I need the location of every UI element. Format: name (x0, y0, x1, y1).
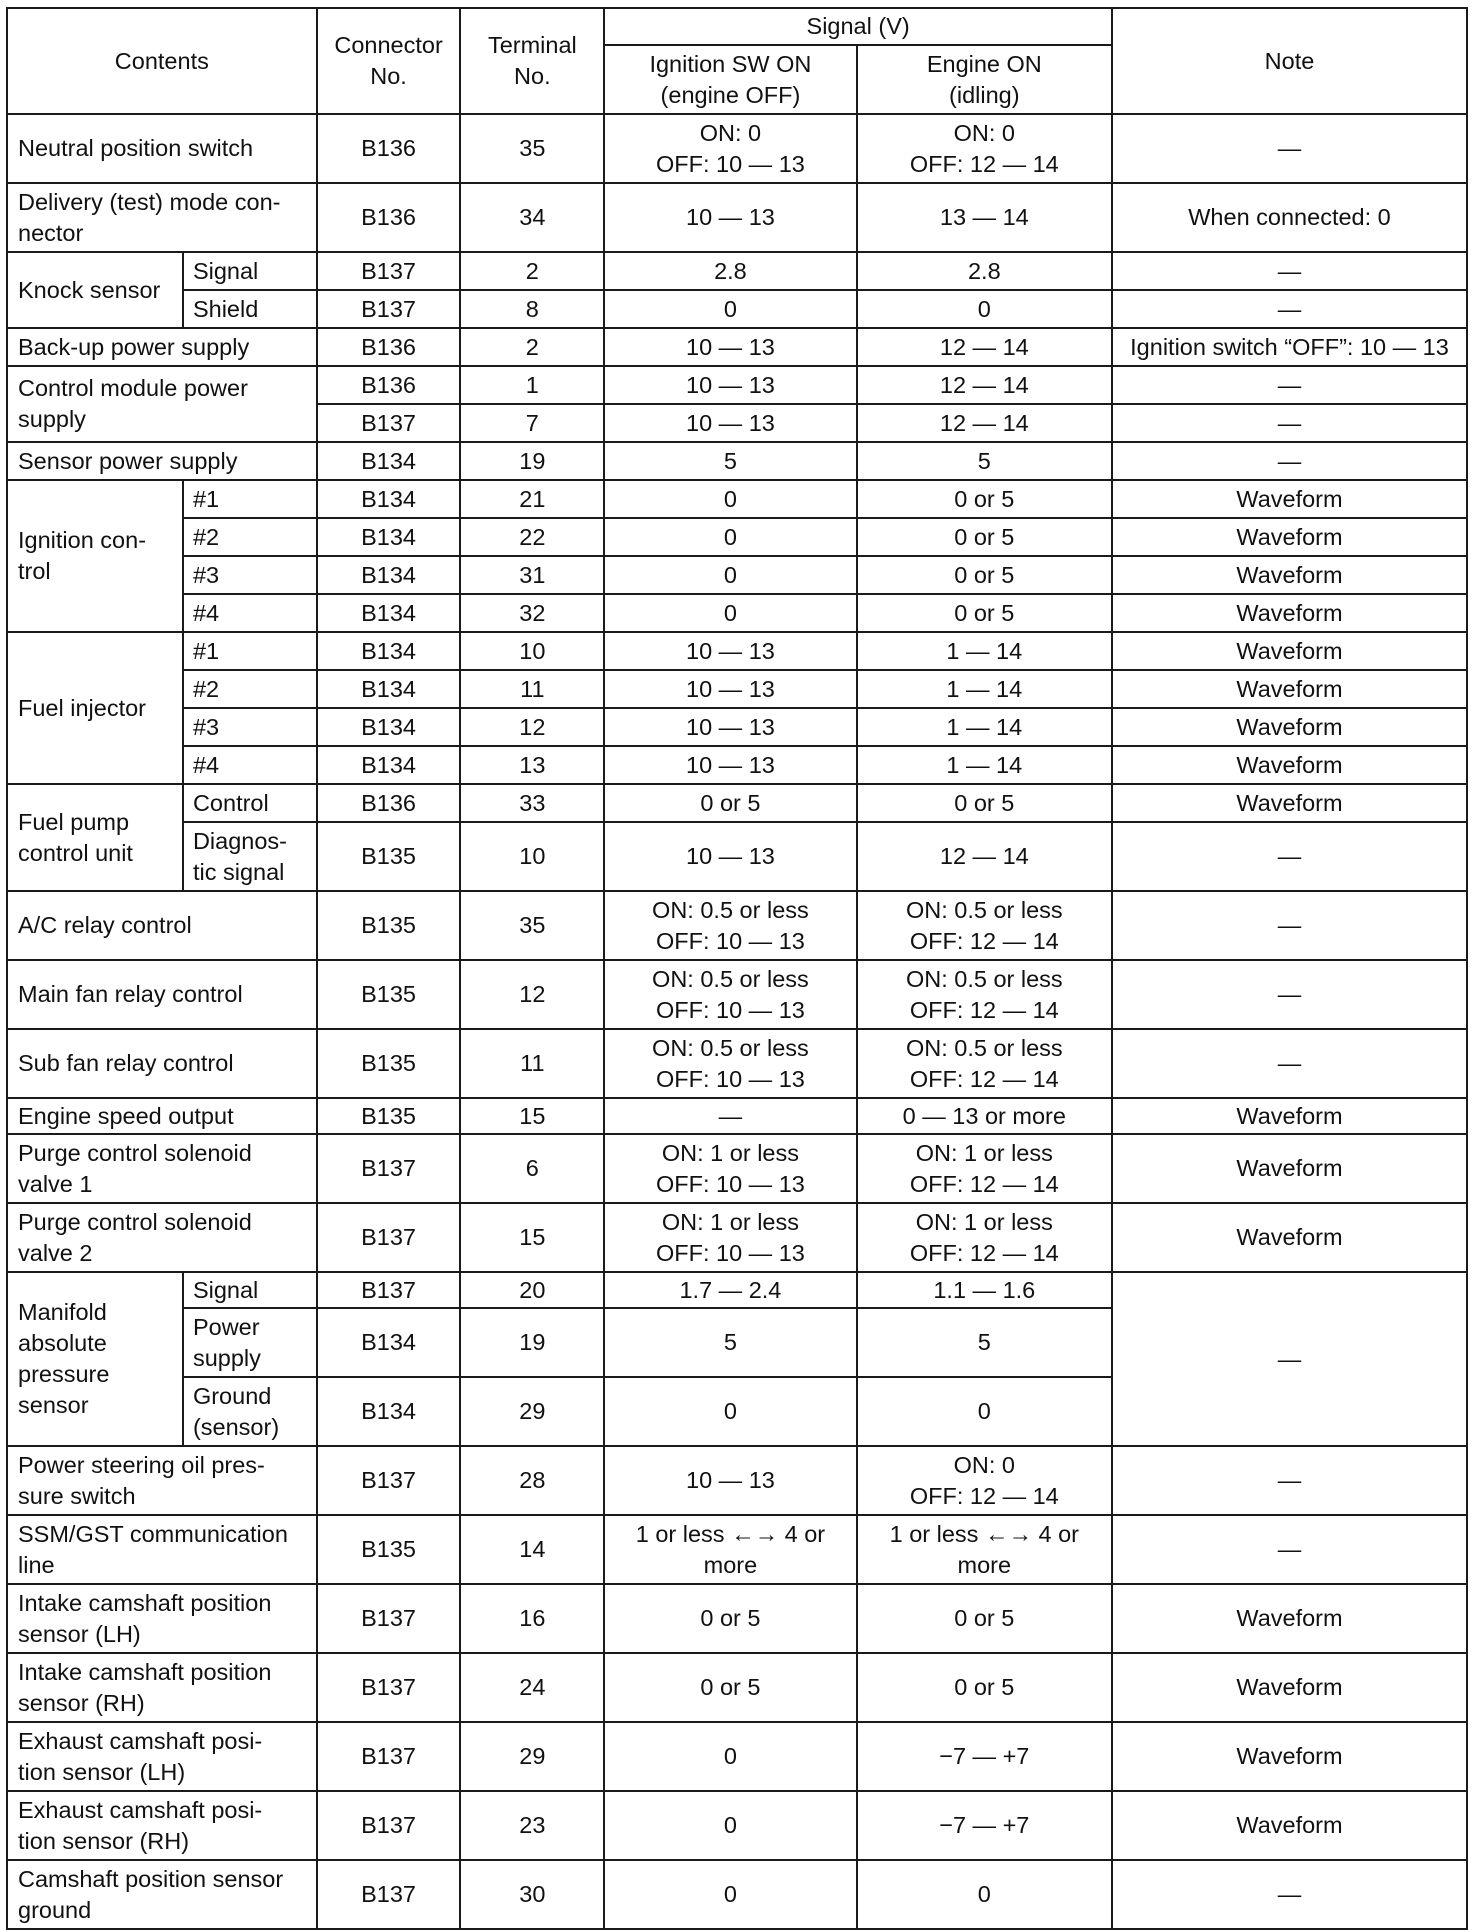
engine-on-cell: 0 or 5 (857, 1653, 1112, 1722)
header-terminal: Terminal No. (460, 8, 604, 114)
terminal-cell: 35 (460, 891, 604, 960)
connector-cell: B137 (317, 1722, 461, 1791)
engine-on-cell: 5 (857, 1308, 1112, 1377)
table-row (7, 594, 1467, 632)
engine-on-cell: 0 or 5 (857, 784, 1112, 822)
ignition-on-cell: 2.8 (604, 252, 856, 290)
note-cell: — (1112, 252, 1467, 290)
row-label: Back-up power supply (7, 328, 317, 366)
ignition-on-cell: 10 — 13 (604, 822, 856, 891)
engine-on-cell: 12 — 14 (857, 822, 1112, 891)
connector-cell: B134 (317, 1308, 461, 1377)
sub-label: Signal (183, 252, 317, 290)
engine-on-cell: 1 — 14 (857, 632, 1112, 670)
terminal-cell: 29 (460, 1722, 604, 1791)
table-row (7, 290, 1467, 328)
terminal-cell: 33 (460, 784, 604, 822)
engine-on-cell: 0 or 5 (857, 480, 1112, 518)
ignition-on-cell: 0 (604, 1377, 856, 1446)
sub-label: Ground (sensor) (183, 1377, 317, 1446)
engine-on-cell: 2.8 (857, 252, 1112, 290)
note-cell: Waveform (1112, 556, 1467, 594)
terminal-cell: 15 (460, 1203, 604, 1272)
ignition-on-cell: ON: 0 OFF: 10 — 13 (604, 114, 856, 183)
row-label: Delivery (test) mode con- nector (7, 183, 317, 252)
sub-label: #1 (183, 632, 317, 670)
ignition-on-cell: — (604, 1098, 856, 1134)
table-row (7, 518, 1467, 556)
table-row (7, 746, 1467, 784)
connector-cell: B137 (317, 404, 461, 442)
row-label: Neutral position switch (7, 114, 317, 183)
table-row (7, 1791, 1467, 1860)
terminal-cell: 6 (460, 1134, 604, 1203)
note-cell: — (1112, 1272, 1467, 1446)
engine-on-cell: 0 or 5 (857, 556, 1112, 594)
note-cell: — (1112, 822, 1467, 891)
engine-on-cell: 1 — 14 (857, 670, 1112, 708)
engine-on-cell: 1 — 14 (857, 746, 1112, 784)
sub-label: #2 (183, 518, 317, 556)
sub-label: #3 (183, 708, 317, 746)
sub-label: #4 (183, 594, 317, 632)
note-cell: Waveform (1112, 594, 1467, 632)
connector-cell: B137 (317, 252, 461, 290)
ignition-on-cell: 0 (604, 594, 856, 632)
terminal-cell: 30 (460, 1860, 604, 1929)
terminal-cell: 8 (460, 290, 604, 328)
connector-cell: B136 (317, 114, 461, 183)
note-cell: — (1112, 404, 1467, 442)
ignition-on-cell: 10 — 13 (604, 708, 856, 746)
engine-on-cell: ON: 0 OFF: 12 — 14 (857, 1446, 1112, 1515)
connector-cell: B135 (317, 1029, 461, 1098)
note-cell: Waveform (1112, 1134, 1467, 1203)
connector-cell: B134 (317, 746, 461, 784)
note-cell: — (1112, 960, 1467, 1029)
terminal-cell: 34 (460, 183, 604, 252)
connector-cell: B136 (317, 366, 461, 404)
engine-on-cell: 1 or less ←→ 4 or more (857, 1515, 1112, 1584)
table-row (7, 183, 1467, 252)
header-connector: Connector No. (317, 8, 461, 114)
ignition-on-cell: 1 or less ←→ 4 or more (604, 1515, 856, 1584)
row-label: Ignition con- trol (7, 480, 183, 632)
terminal-cell: 22 (460, 518, 604, 556)
engine-on-cell: 0 (857, 1377, 1112, 1446)
ignition-on-cell: 0 (604, 518, 856, 556)
note-cell: — (1112, 1029, 1467, 1098)
terminal-cell: 21 (460, 480, 604, 518)
ignition-on-cell: 10 — 13 (604, 183, 856, 252)
note-cell: Waveform (1112, 518, 1467, 556)
table-row (7, 891, 1467, 960)
table-row (7, 1134, 1467, 1203)
terminal-cell: 19 (460, 1308, 604, 1377)
engine-on-cell: 12 — 14 (857, 328, 1112, 366)
terminal-cell: 7 (460, 404, 604, 442)
engine-on-cell: 1.1 — 1.6 (857, 1272, 1112, 1308)
terminal-cell: 20 (460, 1272, 604, 1308)
connector-cell: B137 (317, 290, 461, 328)
connector-cell: B137 (317, 1791, 461, 1860)
table-row (7, 556, 1467, 594)
note-cell: — (1112, 891, 1467, 960)
row-label: Intake camshaft position sensor (LH) (7, 1584, 317, 1653)
ignition-on-cell: ON: 1 or less OFF: 10 — 13 (604, 1203, 856, 1272)
terminal-cell: 12 (460, 708, 604, 746)
terminal-cell: 2 (460, 328, 604, 366)
engine-on-cell: 1 — 14 (857, 708, 1112, 746)
note-cell: — (1112, 290, 1467, 328)
connector-cell: B134 (317, 708, 461, 746)
terminal-cell: 24 (460, 1653, 604, 1722)
sub-label: Power supply (183, 1308, 317, 1377)
table-row (7, 784, 1467, 822)
connector-cell: B135 (317, 960, 461, 1029)
sub-label: Control (183, 784, 317, 822)
connector-cell: B134 (317, 670, 461, 708)
ignition-on-cell: 0 (604, 1791, 856, 1860)
note-cell: Waveform (1112, 480, 1467, 518)
terminal-cell: 32 (460, 594, 604, 632)
table-row (7, 1584, 1467, 1653)
engine-on-cell: 0 or 5 (857, 1584, 1112, 1653)
ignition-on-cell: 10 — 13 (604, 328, 856, 366)
engine-on-cell: −7 — +7 (857, 1722, 1112, 1791)
ignition-on-cell: 1.7 — 2.4 (604, 1272, 856, 1308)
engine-on-cell: 0 — 13 or more (857, 1098, 1112, 1134)
connector-cell: B134 (317, 1377, 461, 1446)
note-cell: Waveform (1112, 670, 1467, 708)
table-row (7, 366, 1467, 404)
sub-label: Diagnos- tic signal (183, 822, 317, 891)
note-cell: — (1112, 1446, 1467, 1515)
row-label: Sub fan relay control (7, 1029, 317, 1098)
row-label: Engine speed output (7, 1098, 317, 1134)
note-cell: Waveform (1112, 1098, 1467, 1134)
row-label: Main fan relay control (7, 960, 317, 1029)
terminal-cell: 1 (460, 366, 604, 404)
header-ignition-on: Ignition SW ON (engine OFF) (604, 45, 856, 114)
note-cell: Waveform (1112, 632, 1467, 670)
note-cell: — (1112, 1515, 1467, 1584)
note-cell: — (1112, 114, 1467, 183)
connector-cell: B134 (317, 632, 461, 670)
row-label: Exhaust camshaft posi- tion sensor (LH) (7, 1722, 317, 1791)
note-cell: Waveform (1112, 1653, 1467, 1722)
ignition-on-cell: 0 (604, 290, 856, 328)
table-row (7, 1653, 1467, 1722)
engine-on-cell: 0 or 5 (857, 594, 1112, 632)
terminal-cell: 13 (460, 746, 604, 784)
ignition-on-cell: 0 (604, 556, 856, 594)
terminal-cell: 29 (460, 1377, 604, 1446)
note-cell: Waveform (1112, 1203, 1467, 1272)
table-row (7, 1860, 1467, 1929)
terminal-cell: 19 (460, 442, 604, 480)
engine-on-cell: ON: 1 or less OFF: 12 — 14 (857, 1134, 1112, 1203)
row-label: Camshaft position sensor ground (7, 1860, 317, 1929)
row-label: Power steering oil pres- sure switch (7, 1446, 317, 1515)
header-contents: Contents (7, 8, 317, 114)
ignition-on-cell: 10 — 13 (604, 670, 856, 708)
engine-on-cell: 12 — 14 (857, 366, 1112, 404)
engine-on-cell: 5 (857, 442, 1112, 480)
connector-cell: B135 (317, 891, 461, 960)
table-row (7, 1098, 1467, 1134)
table-row (7, 670, 1467, 708)
engine-on-cell: 0 or 5 (857, 518, 1112, 556)
terminal-cell: 11 (460, 670, 604, 708)
engine-on-cell: 0 (857, 290, 1112, 328)
terminal-cell: 2 (460, 252, 604, 290)
connector-cell: B134 (317, 480, 461, 518)
sub-label: Signal (183, 1272, 317, 1308)
row-label: Control module power supply (7, 366, 317, 442)
engine-on-cell: 13 — 14 (857, 183, 1112, 252)
engine-on-cell: ON: 0.5 or less OFF: 12 — 14 (857, 1029, 1112, 1098)
sub-label: #1 (183, 480, 317, 518)
terminal-cell: 28 (460, 1446, 604, 1515)
ignition-on-cell: 10 — 13 (604, 404, 856, 442)
header-signal: Signal (V) (604, 8, 1112, 45)
connector-cell: B137 (317, 1272, 461, 1308)
ignition-on-cell: 5 (604, 442, 856, 480)
note-cell: — (1112, 366, 1467, 404)
connector-cell: B134 (317, 442, 461, 480)
terminal-cell: 23 (460, 1791, 604, 1860)
note-cell: Waveform (1112, 1584, 1467, 1653)
engine-on-cell: 0 (857, 1860, 1112, 1929)
table-row (7, 1446, 1467, 1515)
terminal-cell: 35 (460, 114, 604, 183)
table-row (7, 632, 1467, 670)
ignition-on-cell: 0 or 5 (604, 1653, 856, 1722)
header-engine-on: Engine ON (idling) (857, 45, 1112, 114)
table-row (7, 708, 1467, 746)
terminal-cell: 11 (460, 1029, 604, 1098)
table-row (7, 960, 1467, 1029)
connector-cell: B135 (317, 822, 461, 891)
table-row (7, 822, 1467, 891)
sub-label: #4 (183, 746, 317, 784)
row-label: Exhaust camshaft posi- tion sensor (RH) (7, 1791, 317, 1860)
row-label: Manifold absolute pressure sensor (7, 1272, 183, 1446)
table-row (7, 114, 1467, 183)
row-label: Intake camshaft position sensor (RH) (7, 1653, 317, 1722)
terminal-cell: 12 (460, 960, 604, 1029)
sub-label: Shield (183, 290, 317, 328)
sub-label: #3 (183, 556, 317, 594)
note-cell: When connected: 0 (1112, 183, 1467, 252)
table-row (7, 1722, 1467, 1791)
ignition-on-cell: ON: 0.5 or less OFF: 10 — 13 (604, 960, 856, 1029)
connector-cell: B135 (317, 1515, 461, 1584)
row-label: Fuel pump control unit (7, 784, 183, 891)
connector-cell: B137 (317, 1653, 461, 1722)
table-row (7, 252, 1467, 290)
ignition-on-cell: 10 — 13 (604, 1446, 856, 1515)
row-label: Purge control solenoid valve 2 (7, 1203, 317, 1272)
note-cell: — (1112, 1860, 1467, 1929)
connector-cell: B134 (317, 518, 461, 556)
note-cell: Ignition switch “OFF”: 10 — 13 (1112, 328, 1467, 366)
ignition-on-cell: 0 (604, 1860, 856, 1929)
header-note: Note (1112, 8, 1467, 114)
row-label: SSM/GST communication line (7, 1515, 317, 1584)
connector-cell: B136 (317, 183, 461, 252)
terminal-cell: 10 (460, 822, 604, 891)
terminal-cell: 31 (460, 556, 604, 594)
row-label: Sensor power supply (7, 442, 317, 480)
sub-label: #2 (183, 670, 317, 708)
connector-cell: B136 (317, 784, 461, 822)
table-row (7, 1515, 1467, 1584)
engine-on-cell: ON: 0 OFF: 12 — 14 (857, 114, 1112, 183)
connector-cell: B137 (317, 1134, 461, 1203)
connector-cell: B137 (317, 1584, 461, 1653)
table-row (7, 1029, 1467, 1098)
terminal-cell: 15 (460, 1098, 604, 1134)
table-row (7, 480, 1467, 518)
engine-on-cell: ON: 1 or less OFF: 12 — 14 (857, 1203, 1112, 1272)
ignition-on-cell: 0 (604, 480, 856, 518)
row-label: A/C relay control (7, 891, 317, 960)
connector-cell: B135 (317, 1098, 461, 1134)
ignition-on-cell: 0 (604, 1722, 856, 1791)
table-row (7, 328, 1467, 366)
engine-on-cell: 12 — 14 (857, 404, 1112, 442)
ignition-on-cell: 10 — 13 (604, 746, 856, 784)
connector-cell: B137 (317, 1860, 461, 1929)
note-cell: Waveform (1112, 1722, 1467, 1791)
ignition-on-cell: 0 or 5 (604, 1584, 856, 1653)
connector-cell: B134 (317, 556, 461, 594)
connector-cell: B137 (317, 1203, 461, 1272)
engine-on-cell: ON: 0.5 or less OFF: 12 — 14 (857, 960, 1112, 1029)
engine-on-cell: −7 — +7 (857, 1791, 1112, 1860)
table-row (7, 1272, 1467, 1308)
note-cell: — (1112, 442, 1467, 480)
engine-on-cell: ON: 0.5 or less OFF: 12 — 14 (857, 891, 1112, 960)
ignition-on-cell: ON: 0.5 or less OFF: 10 — 13 (604, 891, 856, 960)
ignition-on-cell: 10 — 13 (604, 632, 856, 670)
terminal-cell: 10 (460, 632, 604, 670)
ignition-on-cell: 0 or 5 (604, 784, 856, 822)
note-cell: Waveform (1112, 746, 1467, 784)
ignition-on-cell: 5 (604, 1308, 856, 1377)
ignition-on-cell: ON: 0.5 or less OFF: 10 — 13 (604, 1029, 856, 1098)
ignition-on-cell: ON: 1 or less OFF: 10 — 13 (604, 1134, 856, 1203)
note-cell: Waveform (1112, 708, 1467, 746)
connector-cell: B137 (317, 1446, 461, 1515)
terminal-cell: 14 (460, 1515, 604, 1584)
header-row-1 (7, 8, 1467, 45)
table-row (7, 1203, 1467, 1272)
note-cell: Waveform (1112, 784, 1467, 822)
table-row (7, 442, 1467, 480)
row-label: Fuel injector (7, 632, 183, 784)
terminal-cell: 16 (460, 1584, 604, 1653)
connector-cell: B134 (317, 594, 461, 632)
row-label: Purge control solenoid valve 1 (7, 1134, 317, 1203)
ecm-terminal-table (6, 7, 1468, 1930)
note-cell: Waveform (1112, 1791, 1467, 1860)
ignition-on-cell: 10 — 13 (604, 366, 856, 404)
row-label: Knock sensor (7, 252, 183, 328)
connector-cell: B136 (317, 328, 461, 366)
